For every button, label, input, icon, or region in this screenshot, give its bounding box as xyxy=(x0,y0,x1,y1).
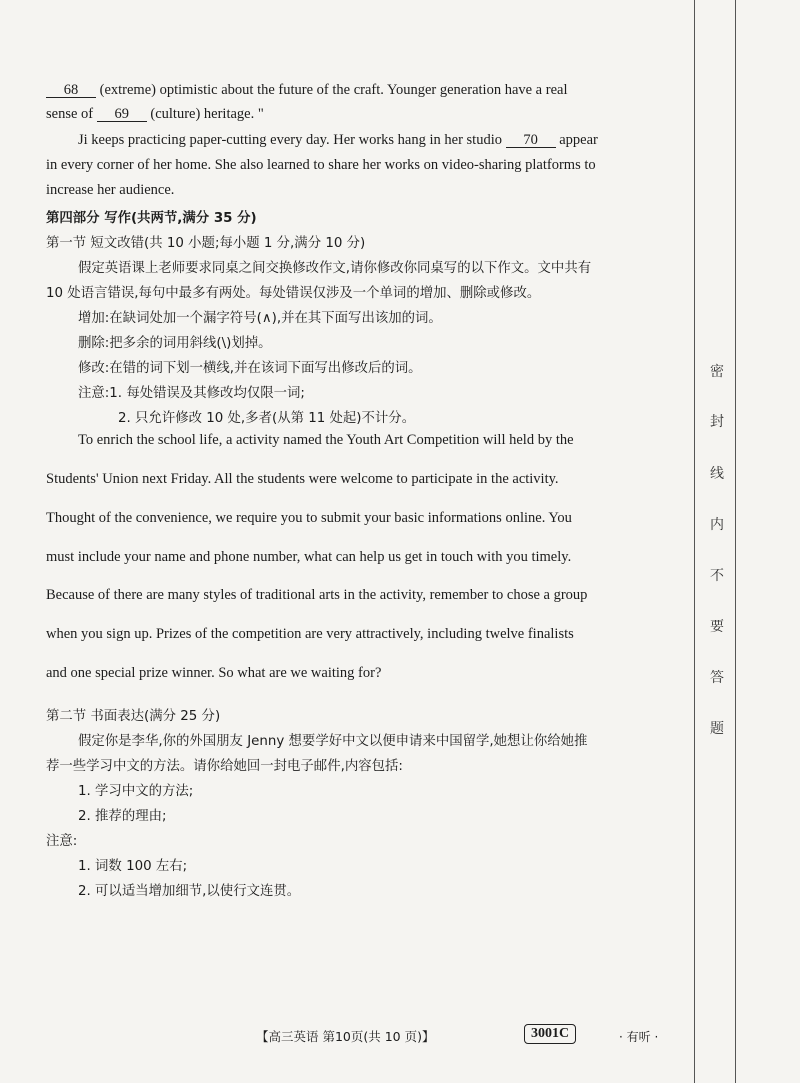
answer-blank[interactable]: 70 xyxy=(506,133,556,148)
brand-mark: · 有听 · xyxy=(619,1030,659,1044)
passage-line: 68 (extreme) optimistic about the future of the craft. Younger generation have a real xyxy=(46,82,567,99)
section2-title: 第二节 书面表达(满分 25 分) xyxy=(46,709,221,724)
seal-char: 题 xyxy=(710,721,724,737)
essay-line: and one special prize winner. So what are we waiting for? xyxy=(46,665,382,681)
seal-char: 线 xyxy=(710,466,724,482)
instruction-line: 10 处语言错误,每句中最多有两处。每处错误仅涉及一个单词的增加、删除或修改。 xyxy=(46,286,541,301)
seal-char: 要 xyxy=(710,619,724,635)
seal-char: 封 xyxy=(710,414,724,430)
answer-blank[interactable]: 68 xyxy=(46,83,96,98)
seal-char: 内 xyxy=(710,517,724,533)
seal-char: 不 xyxy=(710,568,724,584)
part4-title: 第四部分 写作(共两节,满分 35 分) xyxy=(46,211,257,226)
task-point: 1. 学习中文的方法; xyxy=(78,784,194,799)
task-point: 2. 推荐的理由; xyxy=(78,809,167,824)
essay-line: must include your name and phone number, what can help us get in touch with you timely. xyxy=(46,549,572,565)
rule-modify: 修改:在错的词下划一横线,并在该词下面写出修改后的词。 xyxy=(78,361,422,376)
passage-line: sense of 69 (culture) heritage. " xyxy=(46,106,264,122)
passage-line: Ji keeps practicing paper-cutting every day. Her works hang in her studio 70 appear xyxy=(78,132,598,148)
essay-line: Students' Union next Friday. All the students were welcome to participate in the activity. xyxy=(46,471,559,487)
note-line: 2. 只允许修改 10 处,多者(从第 11 处起)不计分。 xyxy=(118,411,416,426)
task-line: 假定你是李华,你的外国朋友 Jenny 想要学好中文以便申请来中国留学,她想让你给她推 xyxy=(78,734,588,749)
seal-char: 答 xyxy=(710,670,724,686)
notice-line: 1. 词数 100 左右; xyxy=(78,859,188,874)
instruction-line: 假定英语课上老师要求同桌之间交换修改作文,请你修改你同桌写的以下作文。文中共有 xyxy=(78,261,592,276)
essay-line: To enrich the school life, a activity named the Youth Art Competition will held by the xyxy=(78,432,574,448)
binding-line-right xyxy=(735,0,736,1083)
essay-line: Thought of the convenience, we require you to submit your basic informations online. You xyxy=(46,510,572,526)
page-info: 【高三英语 第10页(共 10 页)】 xyxy=(256,1029,435,1044)
notice-label: 注意: xyxy=(46,834,78,849)
passage-line: increase her audience. xyxy=(46,182,175,198)
essay-line: Because of there are many styles of traditional arts in the activity, remember to chose a group xyxy=(46,587,588,603)
seal-char: 密 xyxy=(710,364,724,380)
task-line: 荐一些学习中文的方法。请你给她回一封电子邮件,内容包括: xyxy=(46,759,403,774)
answer-blank[interactable]: 69 xyxy=(97,107,147,122)
rule-add: 增加:在缺词处加一个漏字符号(∧),并在其下面写出该加的词。 xyxy=(78,311,442,326)
binding-line-left xyxy=(694,0,695,1083)
section1-title: 第一节 短文改错(共 10 小题;每小题 1 分,满分 10 分) xyxy=(46,236,366,251)
passage-line: in every corner of her home. She also learned to share her works on video-sharing platforms to xyxy=(46,157,596,173)
notice-line: 2. 可以适当增加细节,以使行文连贯。 xyxy=(78,884,301,899)
page-footer xyxy=(0,1024,800,1048)
essay-line: when you sign up. Prizes of the competition are very attractively, including twelve finalists xyxy=(46,626,574,642)
rule-delete: 删除:把多余的词用斜线(\)划掉。 xyxy=(78,336,272,351)
note-line: 注意:1. 每处错误及其修改均仅限一词; xyxy=(78,386,305,401)
exam-code-badge: 3001C xyxy=(524,1024,576,1044)
